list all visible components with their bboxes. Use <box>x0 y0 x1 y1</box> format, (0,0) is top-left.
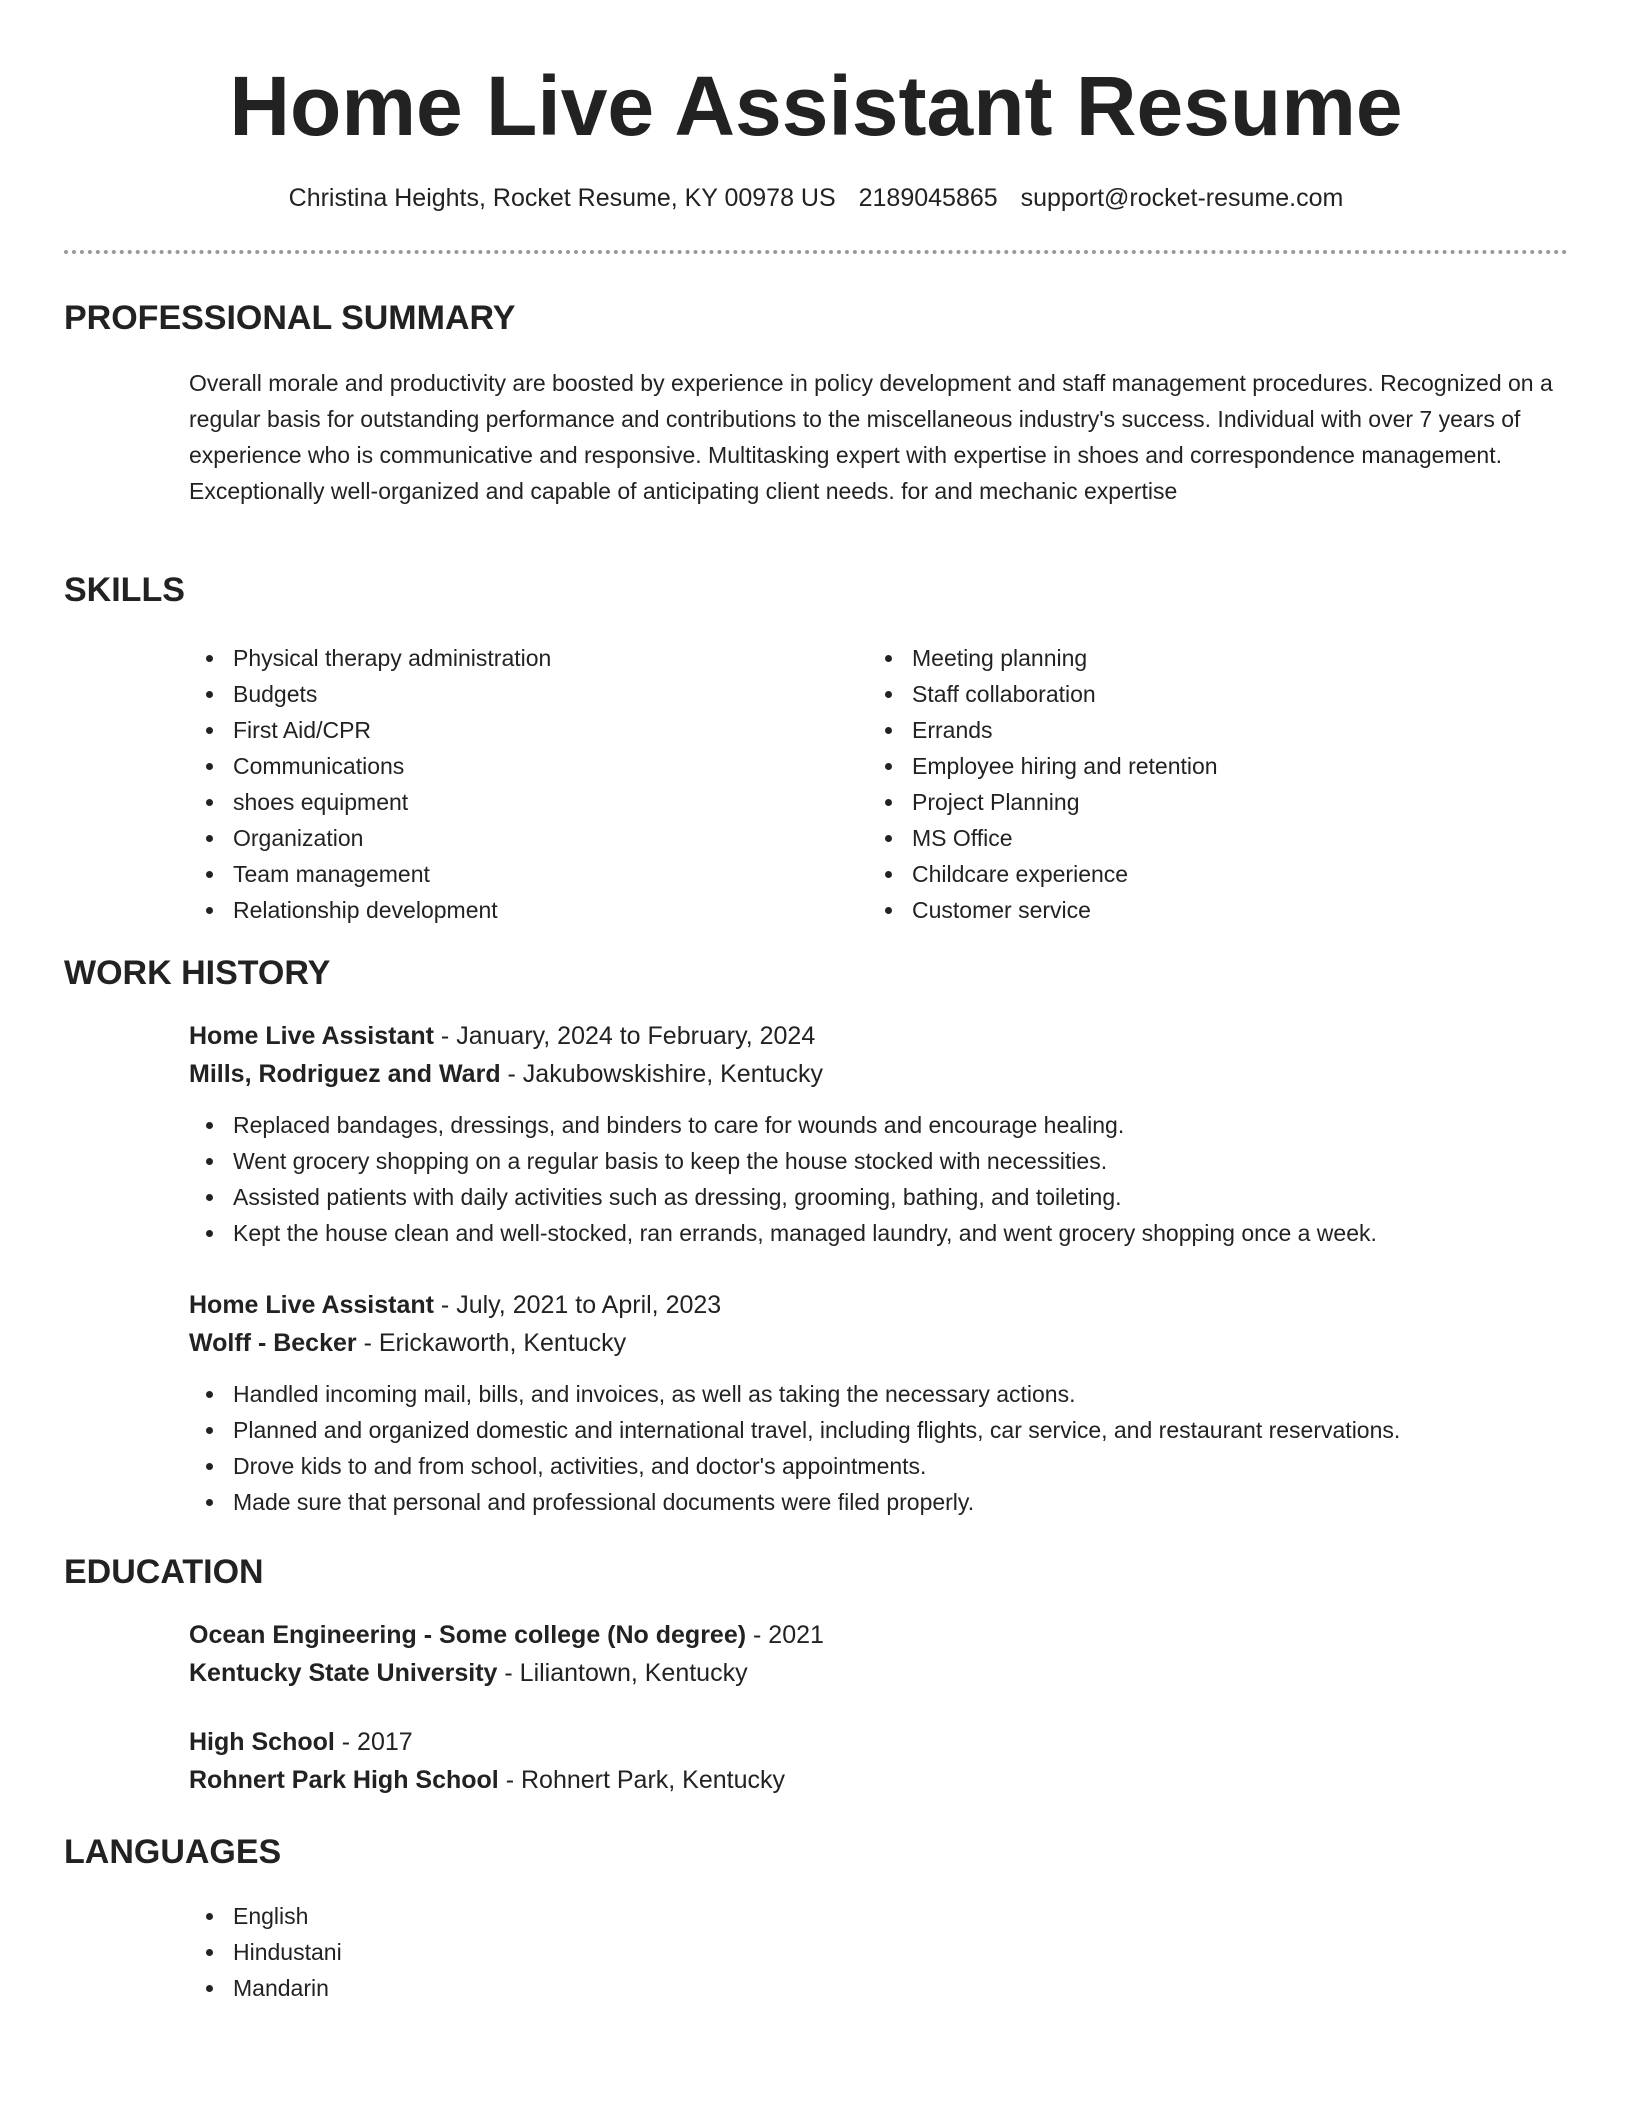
job-title: Home Live Assistant <box>189 1291 434 1319</box>
job-location: - Erickaworth, Kentucky <box>356 1329 627 1357</box>
job-entry <box>189 1286 1569 1520</box>
skill-item: MS Office <box>868 820 1508 856</box>
skill-item: Team management <box>189 856 829 892</box>
education-degree-line <box>189 1616 1569 1654</box>
header-divider <box>64 250 1568 254</box>
languages-list <box>189 1898 789 2006</box>
job-title: Home Live Assistant <box>189 1022 434 1050</box>
job-location: - Jakubowskishire, Kentucky <box>500 1060 823 1088</box>
contact-address: Christina Heights, Rocket Resume, KY 00978 US <box>288 184 836 212</box>
section-title-skills: SKILLS <box>64 571 185 609</box>
education-degree: Ocean Engineering - Some college (No degree) <box>189 1621 747 1649</box>
education-degree-line <box>189 1723 1569 1761</box>
contact-line <box>0 182 1632 214</box>
job-bullet: Planned and organized domestic and international travel, including flights, car service, and restaurant reservations. <box>189 1412 1569 1448</box>
resume-title: Home Live Assistant Resume <box>229 59 1403 153</box>
skill-item: Budgets <box>189 676 829 712</box>
job-bullet: Made sure that personal and professional documents were filed properly. <box>189 1484 1569 1520</box>
education-year: - 2021 <box>746 1621 824 1649</box>
job-dates: - July, 2021 to April, 2023 <box>433 1291 722 1319</box>
education-year: - 2017 <box>334 1728 413 1756</box>
section-title-summary: PROFESSIONAL SUMMARY <box>64 299 516 337</box>
job-bullet: Kept the house clean and well-stocked, ran errands, managed laundry, and went grocery shopping once a week. <box>189 1215 1569 1251</box>
skill-item: First Aid/CPR <box>189 712 829 748</box>
skill-item: Meeting planning <box>868 640 1508 676</box>
language-item: English <box>189 1898 789 1934</box>
skill-item: Childcare experience <box>868 856 1508 892</box>
contact-email: support@rocket-resume.com <box>1020 184 1344 212</box>
education-entry <box>189 1616 1569 1692</box>
job-title-line <box>189 1017 1569 1055</box>
language-item: Hindustani <box>189 1934 789 1970</box>
job-company-line <box>189 1324 1569 1362</box>
summary-text: Overall morale and productivity are boosted by experience in policy development and staff management procedures. Recognized on a regular basis for outstanding performance and contributions to the miscellaneous industry's success. Individual with over 7 years of experience who is communicative and responsive. Multitasking expert with expertise in shoes and correspondence management. Exceptionally well-organized and capable of anticipating client needs. for and mechanic expertise <box>189 370 1553 504</box>
skills-list-left <box>189 640 829 928</box>
skill-item: Relationship development <box>189 892 829 928</box>
job-bullets <box>189 1107 1569 1251</box>
section-title-languages: LANGUAGES <box>64 1833 282 1871</box>
job-entry <box>189 1017 1569 1251</box>
section-title-education: EDUCATION <box>64 1553 264 1591</box>
education-school-line <box>189 1761 1569 1799</box>
skill-item: Errands <box>868 712 1508 748</box>
job-company: Wolff - Becker <box>189 1329 357 1357</box>
skill-item: Organization <box>189 820 829 856</box>
contact-phone: 2189045865 <box>858 184 998 212</box>
language-item: Mandarin <box>189 1970 789 2006</box>
job-dates: - January, 2024 to February, 2024 <box>433 1022 816 1050</box>
job-bullets <box>189 1376 1569 1520</box>
skill-item: Employee hiring and retention <box>868 748 1508 784</box>
education-school-line <box>189 1654 1569 1692</box>
job-company-line <box>189 1055 1569 1093</box>
skill-item: Staff collaboration <box>868 676 1508 712</box>
education-entry <box>189 1723 1569 1799</box>
job-title-line <box>189 1286 1569 1324</box>
skill-item: Project Planning <box>868 784 1508 820</box>
education-school: Rohnert Park High School <box>189 1766 499 1794</box>
job-bullet: Went grocery shopping on a regular basis to keep the house stocked with necessities. <box>189 1143 1569 1179</box>
job-company: Mills, Rodriguez and Ward <box>189 1060 501 1088</box>
job-bullet: Handled incoming mail, bills, and invoices, as well as taking the necessary actions. <box>189 1376 1569 1412</box>
section-title-work: WORK HISTORY <box>64 954 331 992</box>
skill-item: Customer service <box>868 892 1508 928</box>
job-bullet: Replaced bandages, dressings, and binders to care for wounds and encourage healing. <box>189 1107 1569 1143</box>
skill-item: Physical therapy administration <box>189 640 829 676</box>
education-school: Kentucky State University <box>189 1659 498 1687</box>
education-location: - Liliantown, Kentucky <box>497 1659 748 1687</box>
education-location: - Rohnert Park, Kentucky <box>498 1766 785 1794</box>
skills-list-right <box>868 640 1508 928</box>
skill-item: Communications <box>189 748 829 784</box>
education-degree: High School <box>189 1728 335 1756</box>
job-bullet: Drove kids to and from school, activities, and doctor's appointments. <box>189 1448 1569 1484</box>
skill-item: shoes equipment <box>189 784 829 820</box>
job-bullet: Assisted patients with daily activities such as dressing, grooming, bathing, and toileting. <box>189 1179 1569 1215</box>
